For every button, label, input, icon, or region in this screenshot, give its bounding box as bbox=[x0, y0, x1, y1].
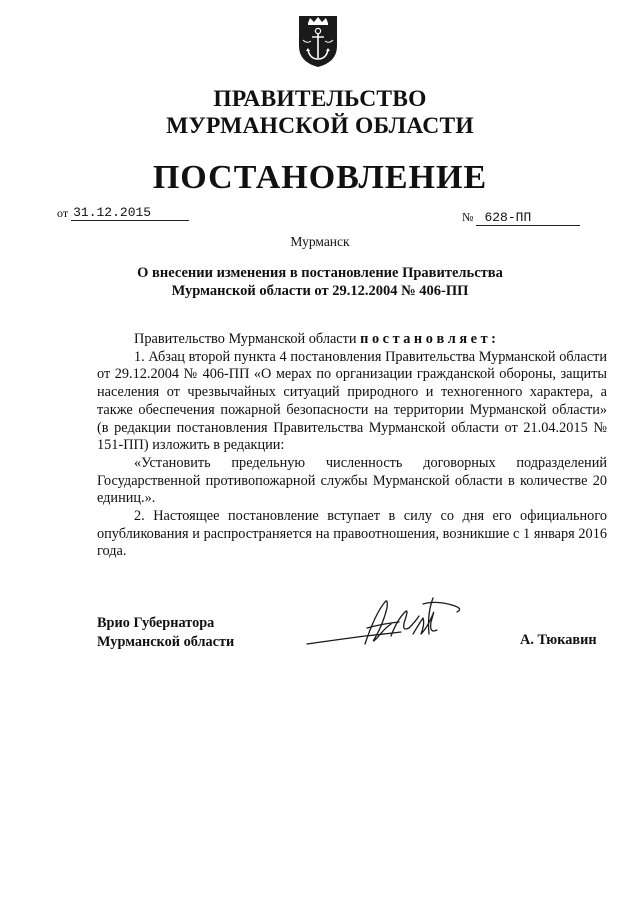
document-body bbox=[97, 331, 607, 561]
lead-verb: п о с т а н о в л я е т : bbox=[360, 331, 496, 347]
document-number: 628-ПП bbox=[476, 211, 580, 226]
quoted-text: «Установить предельную численность договорных подразделений Государственной противопожарной службы Мурманской области в количестве 20 единиц.». bbox=[97, 454, 607, 507]
lead-paragraph bbox=[97, 331, 607, 349]
signer-position-line2: Мурманской области bbox=[97, 634, 235, 650]
document-type-title: ПОСТАНОВЛЕНИЕ bbox=[152, 159, 488, 196]
document-date-row bbox=[57, 205, 189, 221]
paragraph-1: 1. Абзац второй пункта 4 постановления Правительства Мурманской области от 29.12.2004 № 406-ПП «О мерах по организации гражданской обороны, защиты населения от чрезвычайных ситуаций природного и техногенного характера, а также обеспечения пожарной безопасности на территории Мурманской области» (в редакции постановления Правительства Мурманской области от 21.04.2015 № 151-ПП) изложить в редакции: bbox=[97, 348, 607, 454]
document-number-row bbox=[462, 210, 580, 226]
coat-of-arms-emblem bbox=[297, 14, 339, 68]
lead-organization: Правительство Мурманской области bbox=[134, 331, 357, 347]
date-prefix: от bbox=[57, 206, 69, 220]
signer-name: А. Тюкавин bbox=[520, 632, 597, 648]
paragraph-2: 2. Настоящее постановление вступает в силу со дня его официального опубликования и распространяется на правоотношения, возникшие с 1 января 2016 года. bbox=[97, 508, 607, 560]
organization-name-line1: ПРАВИТЕЛЬСТВО bbox=[213, 86, 427, 112]
document-date: 31.12.2015 bbox=[71, 206, 189, 221]
document-city: Мурманск bbox=[290, 234, 350, 249]
handwritten-signature bbox=[305, 594, 475, 660]
signer-position-line1: Врио Губернатора bbox=[97, 615, 215, 631]
organization-name-line2: МУРМАНСКОЙ ОБЛАСТИ bbox=[166, 113, 474, 139]
signer-position bbox=[97, 614, 234, 652]
number-prefix: № bbox=[462, 210, 474, 224]
document-subject: О внесении изменения в постановление Правительства Мурманской области от 29.12.2004 № 406-ПП bbox=[137, 265, 503, 299]
